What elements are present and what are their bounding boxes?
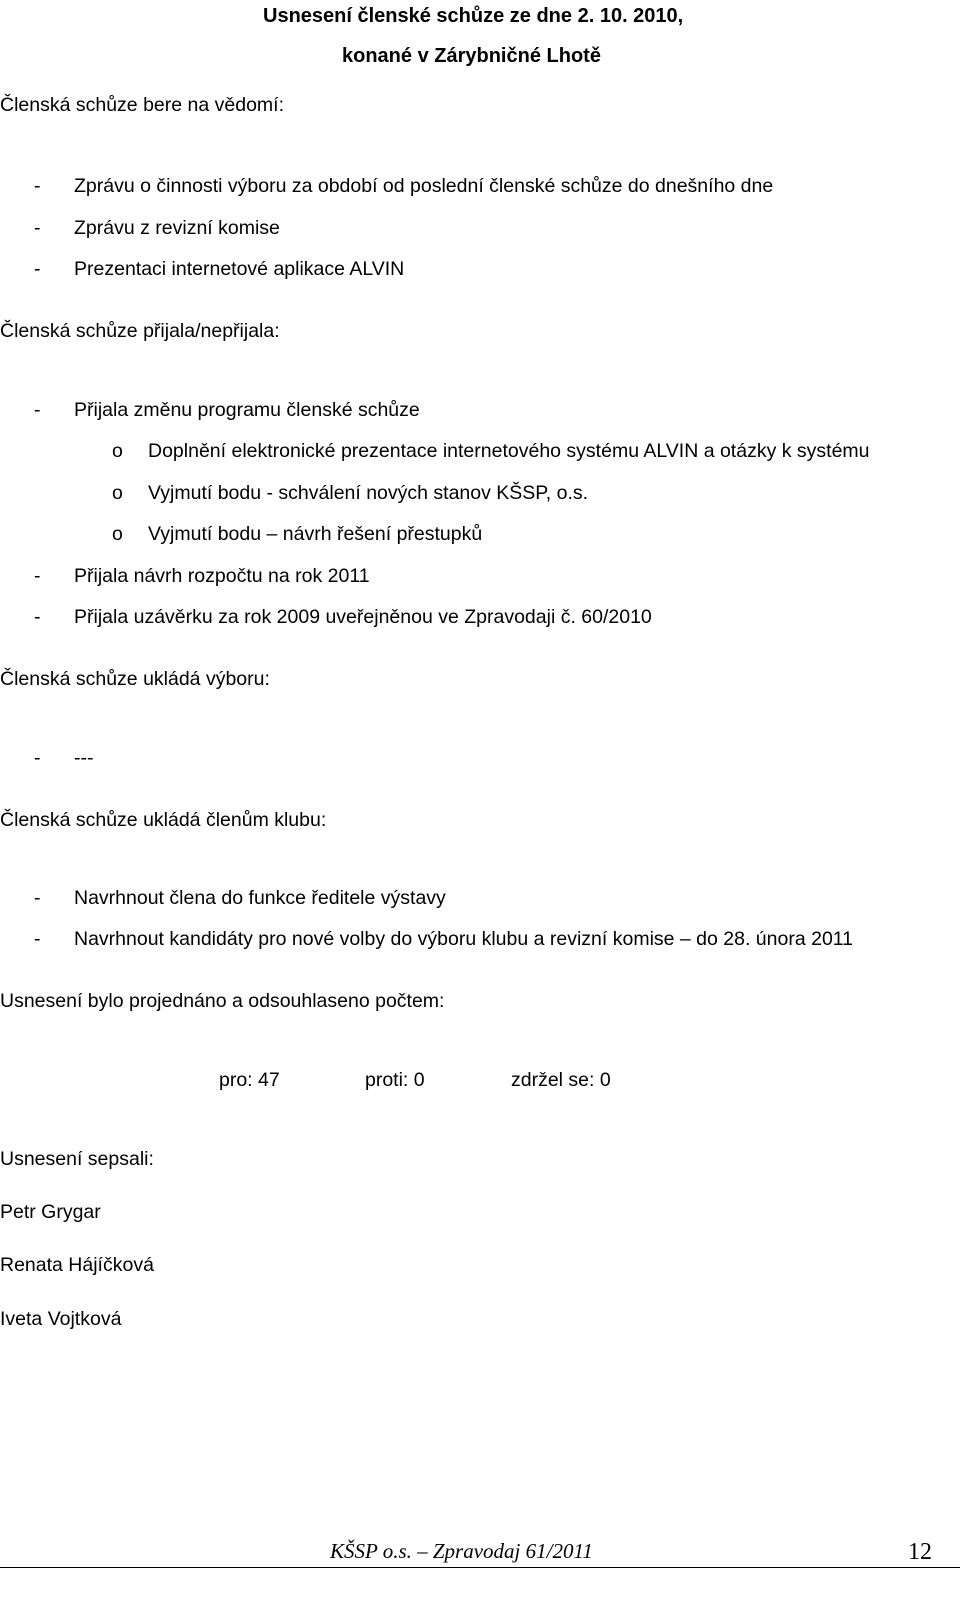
- list-item: Zprávu o činnosti výboru za období od poslední členské schůze do dnešního dne: [74, 175, 774, 197]
- section-noted-heading: Členská schůze bere na vědomí:: [0, 94, 284, 116]
- dash-bullet: -: [34, 928, 41, 950]
- authors-heading: Usnesení sepsali:: [0, 1148, 154, 1170]
- vote-for: pro: 47: [219, 1069, 280, 1091]
- sub-list-item: Vyjmutí bodu - schválení nových stanov KŠSP, o.s.: [148, 482, 589, 504]
- author-name: Iveta Vojtková: [0, 1308, 122, 1330]
- list-item: Navrhnout člena do funkce ředitele výstavy: [74, 887, 446, 909]
- author-name: Petr Grygar: [0, 1201, 101, 1223]
- list-item: ---: [74, 747, 94, 769]
- page-number: 12: [908, 1539, 932, 1565]
- list-item: Navrhnout kandidáty pro nové volby do výboru klubu a revizní komise – do 28. února 2011: [74, 928, 854, 950]
- list-item: Prezentaci internetové aplikace ALVIN: [74, 258, 405, 280]
- dash-bullet: -: [34, 887, 41, 909]
- section-accepted-heading: Členská schůze přijala/nepřijala:: [0, 320, 280, 342]
- circle-bullet: o: [112, 482, 123, 504]
- circle-bullet: o: [112, 523, 123, 545]
- list-item: Zprávu z revizní komise: [74, 217, 280, 239]
- section-committee-heading: Členská schůze ukládá výboru:: [0, 668, 270, 690]
- sub-list-item: Doplnění elektronické prezentace internetového systému ALVIN a otázky k systému: [148, 440, 870, 462]
- vote-abstain: zdržel se: 0: [511, 1069, 611, 1091]
- dash-bullet: -: [34, 399, 41, 421]
- dash-bullet: -: [34, 175, 41, 197]
- dash-bullet: -: [34, 217, 41, 239]
- author-name: Renata Hájíčková: [0, 1254, 154, 1276]
- document-title-line2: konané v Zárybničné Lhotě: [342, 45, 601, 67]
- vote-against: proti: 0: [365, 1069, 425, 1091]
- document-title-line1: Usnesení členské schůze ze dne 2. 10. 2010,: [263, 5, 684, 27]
- dash-bullet: -: [34, 565, 41, 587]
- dash-bullet: -: [34, 606, 41, 628]
- sub-list-item: Vyjmutí bodu – návrh řešení přestupků: [148, 523, 483, 545]
- vote-heading: Usnesení bylo projednáno a odsouhlaseno počtem:: [0, 990, 445, 1012]
- footer-rule: [0, 1567, 960, 1568]
- footer-text: KŠSP o.s. – Zpravodaj 61/2011: [330, 1539, 593, 1563]
- list-item: Přijala změnu programu členské schůze: [74, 399, 420, 421]
- dash-bullet: -: [34, 258, 41, 280]
- list-item: Přijala návrh rozpočtu na rok 2011: [74, 565, 370, 587]
- section-members-heading: Členská schůze ukládá členům klubu:: [0, 809, 327, 831]
- list-item: Přijala uzávěrku za rok 2009 uveřejněnou ve Zpravodaji č. 60/2010: [74, 606, 652, 628]
- circle-bullet: o: [112, 440, 123, 462]
- dash-bullet: -: [34, 747, 41, 769]
